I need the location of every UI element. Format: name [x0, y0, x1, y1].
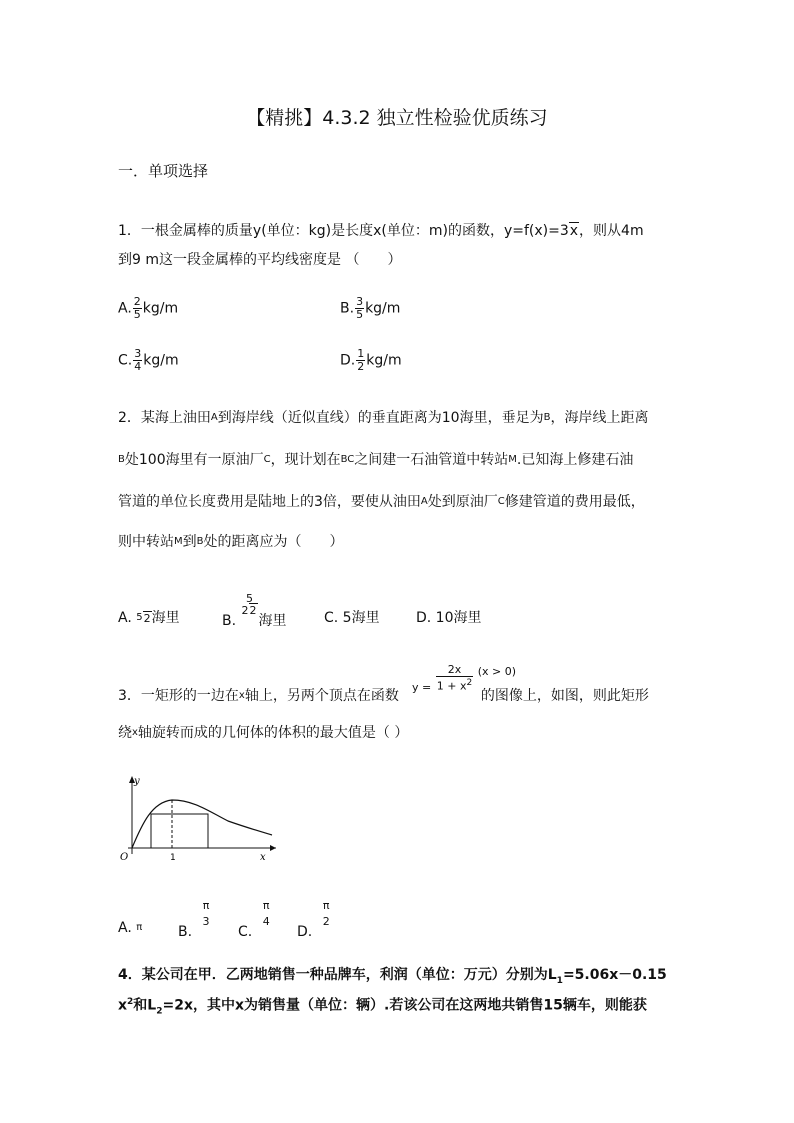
q3-function-formula: y = $\frac{2x}{1 + x^2}$ (x > 0)	[412, 663, 516, 695]
question-1-line-2: 到9 m这一段金属棒的平均线密度是 （ ）	[118, 252, 402, 268]
q3-option-d: D. π 2	[297, 899, 330, 940]
sqrt-x: x	[569, 223, 579, 239]
question-2-line-1: 2．某海上油田$^A$到海岸线（近似直线）的垂直距离为10海里，垂足为$^B$，海岸线上距离	[118, 410, 649, 426]
question-4-line-2: $x^2$和$L_2=2x$，其中x为销售量（单位：辆）.若该公司在这两地共销售15辆车，则能获	[118, 997, 647, 1017]
section-heading: 一．单项选择	[118, 162, 209, 180]
q1-option-a: A. $\frac{2}{5}$ kg/m	[118, 295, 179, 321]
q3-option-b: B. π 3	[178, 899, 210, 940]
x-axis-arrow	[270, 845, 276, 851]
q3-function-graph	[116, 772, 282, 864]
function-curve	[132, 800, 272, 848]
question-2-line-4: 则中转站$^M$到$^B$处的距离应为（ ）	[118, 534, 344, 550]
q1-option-b: B. $\frac{3}{5}$ kg/m	[340, 295, 401, 321]
q2-option-a: A. $^5$2海里	[118, 610, 180, 626]
x-label: x	[260, 852, 266, 863]
page-title: 【精挑】4.3.2 独立性检验优质练习	[246, 107, 548, 129]
question-3-line-1: 3．一矩形的一边在$^x$轴上，另两个顶点在函数 的图像上，如图，则此矩形	[118, 688, 649, 704]
q1-option-c: C. $\frac{3}{4}$ kg/m	[118, 347, 179, 373]
question-1-line-1: 1．一根金属棒的质量y(单位：kg)是长度x(单位：m)的函数，y=f(x)=3x，则从4m	[118, 223, 644, 239]
q3-option-c: C. π 4	[238, 899, 270, 940]
q3-option-a: A. $^\pi$	[118, 920, 143, 936]
question-2-line-2: $^B$处100海里有一原油厂$^C$，现计划在$^{BC}$之间建一石油管道中转站$^M$.已知海上修建石油	[118, 452, 634, 468]
y-label: y	[134, 776, 140, 787]
question-2-line-3: 管道的单位长度费用是陆地上的3倍，要使从油田$^A$处到原油厂$^C$修建管道的费用最低，	[118, 494, 645, 510]
q2-option-c: C. 5海里	[324, 610, 380, 626]
inscribed-rectangle	[151, 814, 208, 848]
q2-option-d: D. 10海里	[416, 610, 482, 626]
origin-label: O	[120, 852, 129, 863]
question-4-line-1: 4．某公司在甲．乙两地销售一种品牌车，利润（单位：万元）分别为$L_1=5.06x-0.15$	[118, 967, 667, 986]
q1-option-d: D. $\frac{1}{2}$ kg/m	[340, 347, 402, 373]
tick-label-1: 1	[170, 853, 176, 863]
q2-option-b: B. 5 22 海里	[222, 592, 287, 629]
question-3-line-2: 绕$^x$轴旋转而成的几何体的体积的最大值是（ ）	[118, 725, 409, 741]
